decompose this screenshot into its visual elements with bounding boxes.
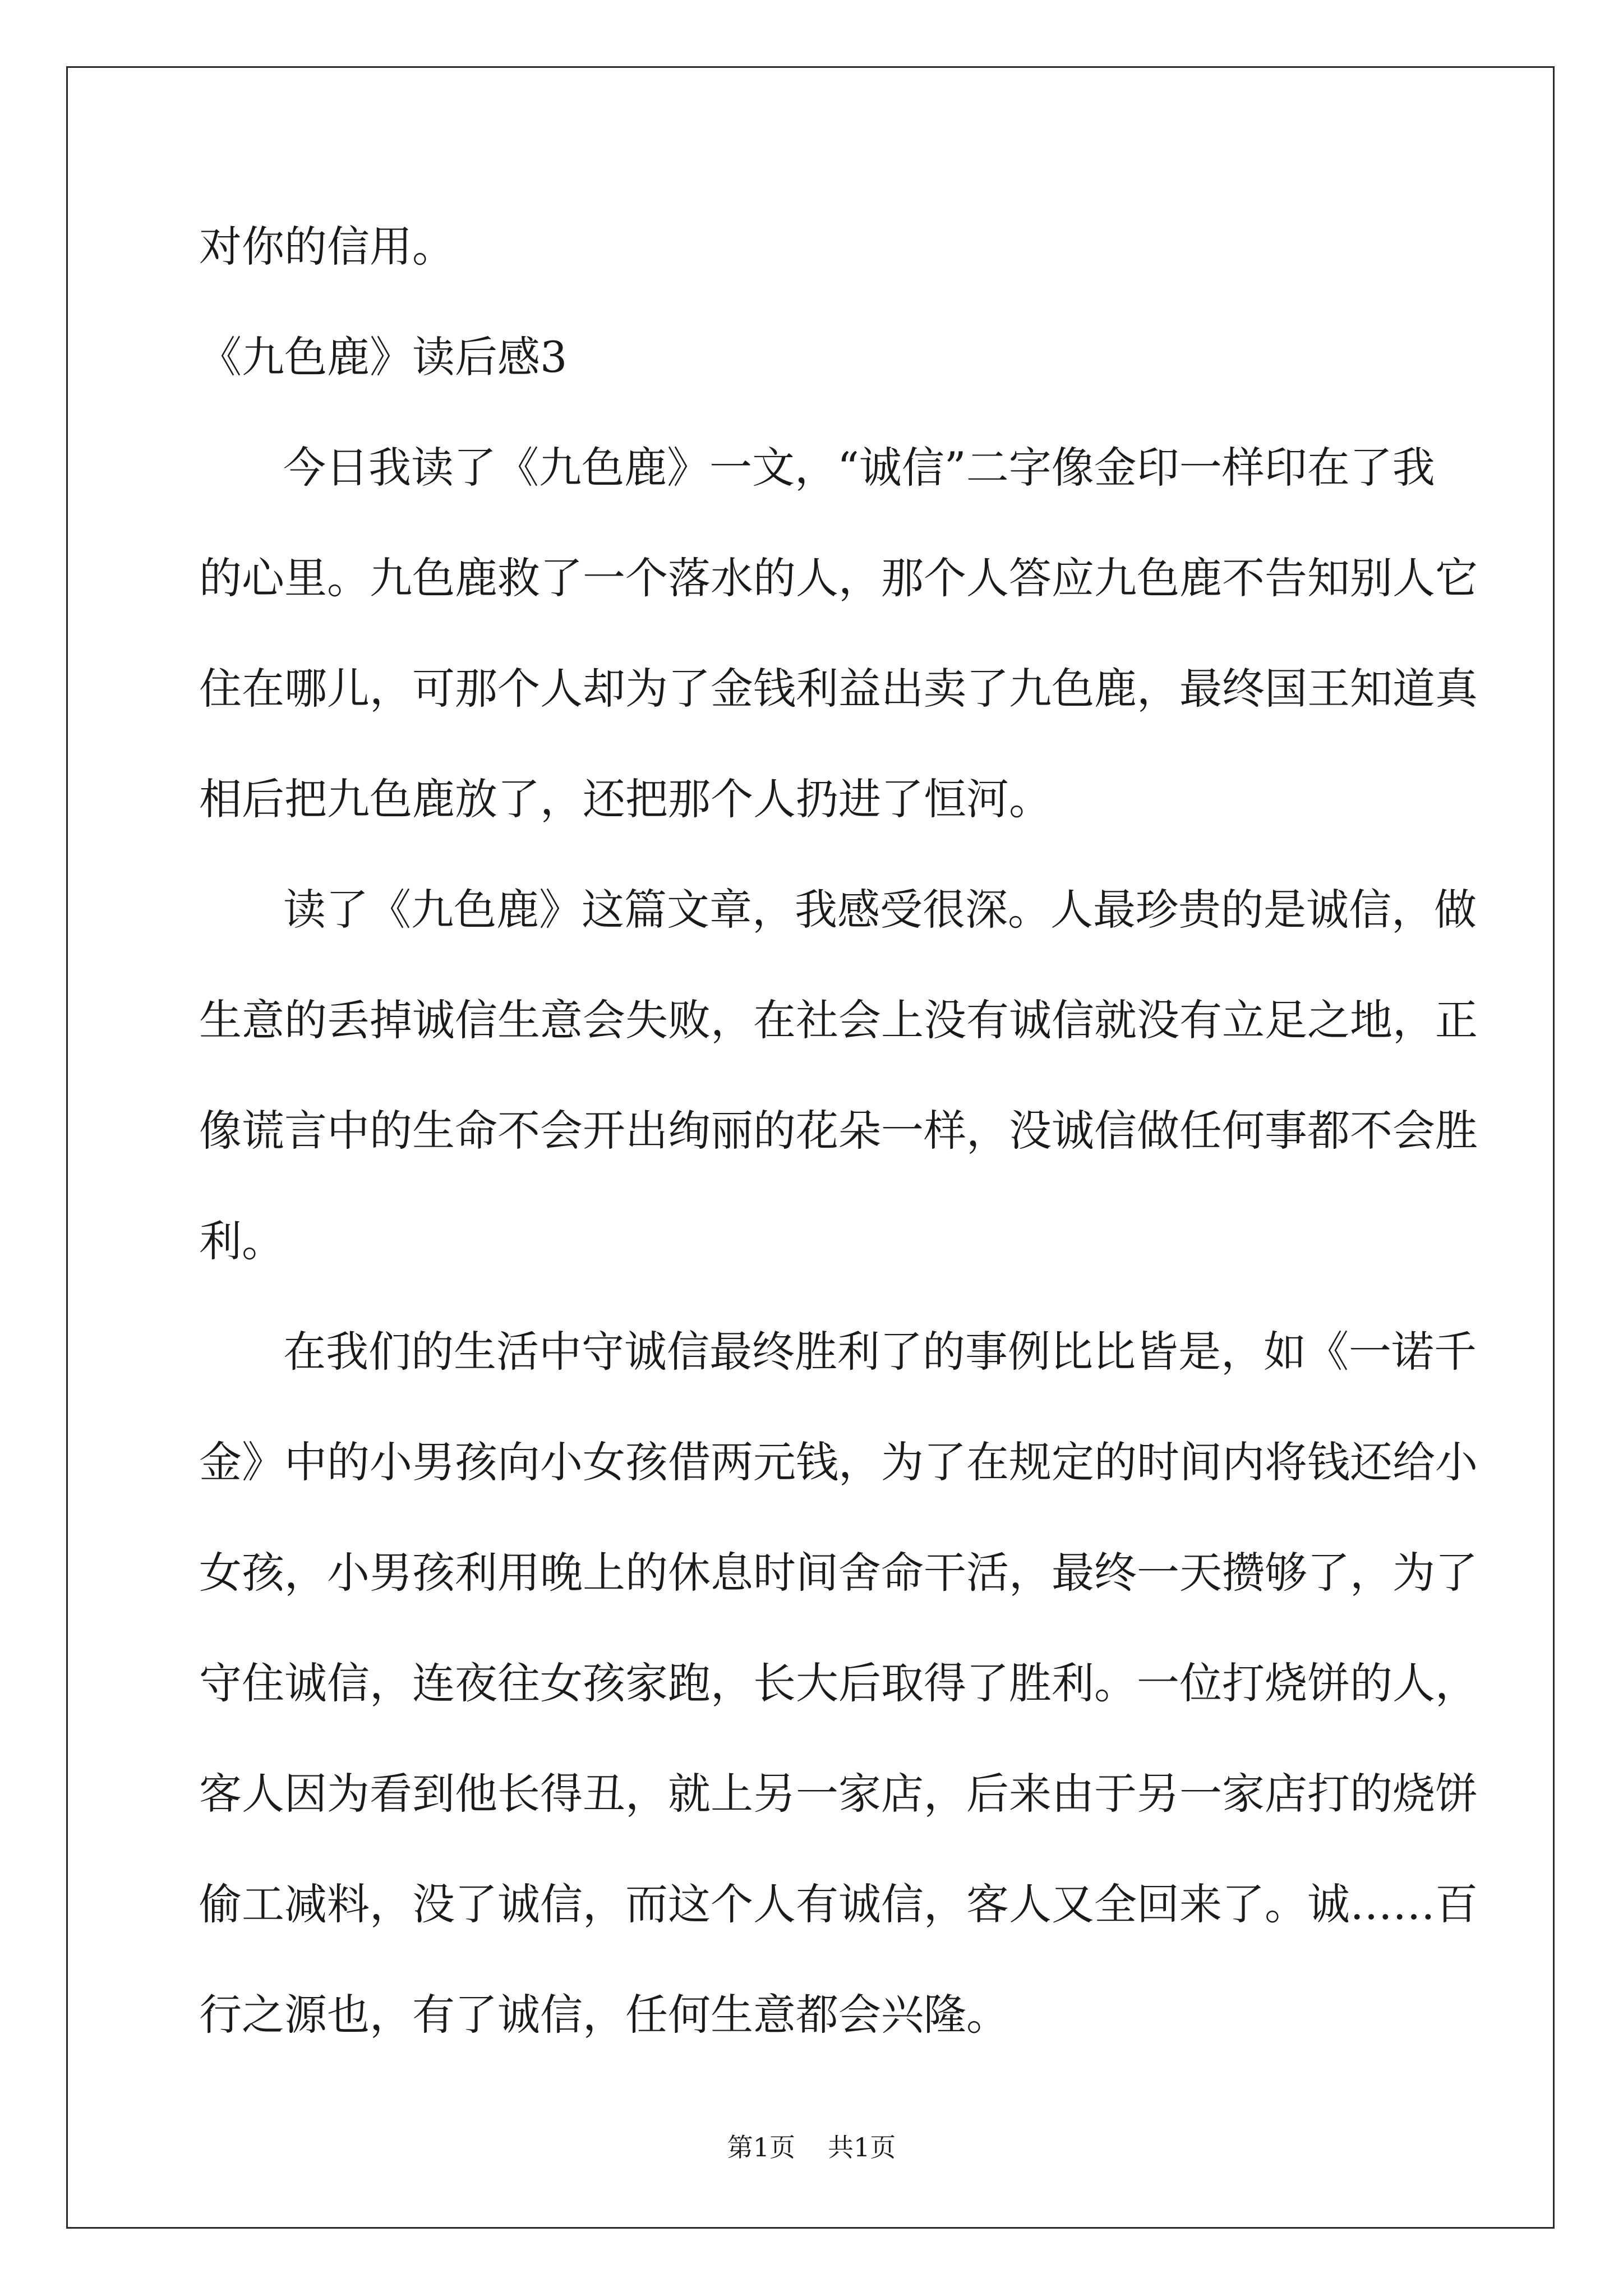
paragraph-first-line: 在我们的生活中守诚信最终胜利了的事例比比皆是，如《一诺千 [283,1327,1477,1377]
body-line: 住在哪儿，可那个人却为了金钱利益出卖了九色鹿，最终国王知道真 [199,664,1478,714]
paragraph-first-line: 读了《九色鹿》这篇文章，我感受很深。人最珍贵的是诚信，做 [283,885,1477,935]
page-footer [0,2127,1623,2164]
body-line: 相后把九色鹿放了，还把那个人扔进了恒河。 [199,774,1052,824]
page-number-current: 第1页 [727,2132,795,2162]
body-line: 像谎言中的生命不会开出绚丽的花朵一样，没诚信做任何事都不会胜 [199,1106,1478,1156]
body-line: 客人因为看到他长得丑，就上另一家店，后来由于另一家店打的烧饼 [199,1769,1478,1819]
body-line: 行之源也，有了诚信，任何生意都会兴隆。 [199,1990,1009,2040]
body-line: 女孩，小男孩利用晚上的休息时间舍命干活，最终一天攒够了，为了 [199,1548,1478,1598]
body-line: 的心里。九色鹿救了一个落水的人，那个人答应九色鹿不告知别人它 [199,553,1478,603]
body-line: 利。 [199,1216,284,1266]
body-line: 守住诚信，连夜往女孩家跑，长大后取得了胜利。一位打烧饼的人， [199,1658,1478,1708]
body-line: 金》中的小男孩向小女孩借两元钱，为了在规定的时间内将钱还给小 [199,1437,1478,1487]
body-line: 对你的信用。 [199,222,455,272]
section-heading: 《九色鹿》读后感3 [199,332,568,382]
paragraph-first-line: 今日我读了《九色鹿》一文，“诚信”二字像金印一样印在了我 [283,443,1435,493]
page-number-total: 共1页 [828,2132,896,2162]
body-line: 生意的丢掉诚信生意会失败，在社会上没有诚信就没有立足之地，正 [199,995,1478,1045]
body-line: 偷工减料，没了诚信，而这个人有诚信，客人又全回来了。诚……百 [199,1879,1478,1929]
